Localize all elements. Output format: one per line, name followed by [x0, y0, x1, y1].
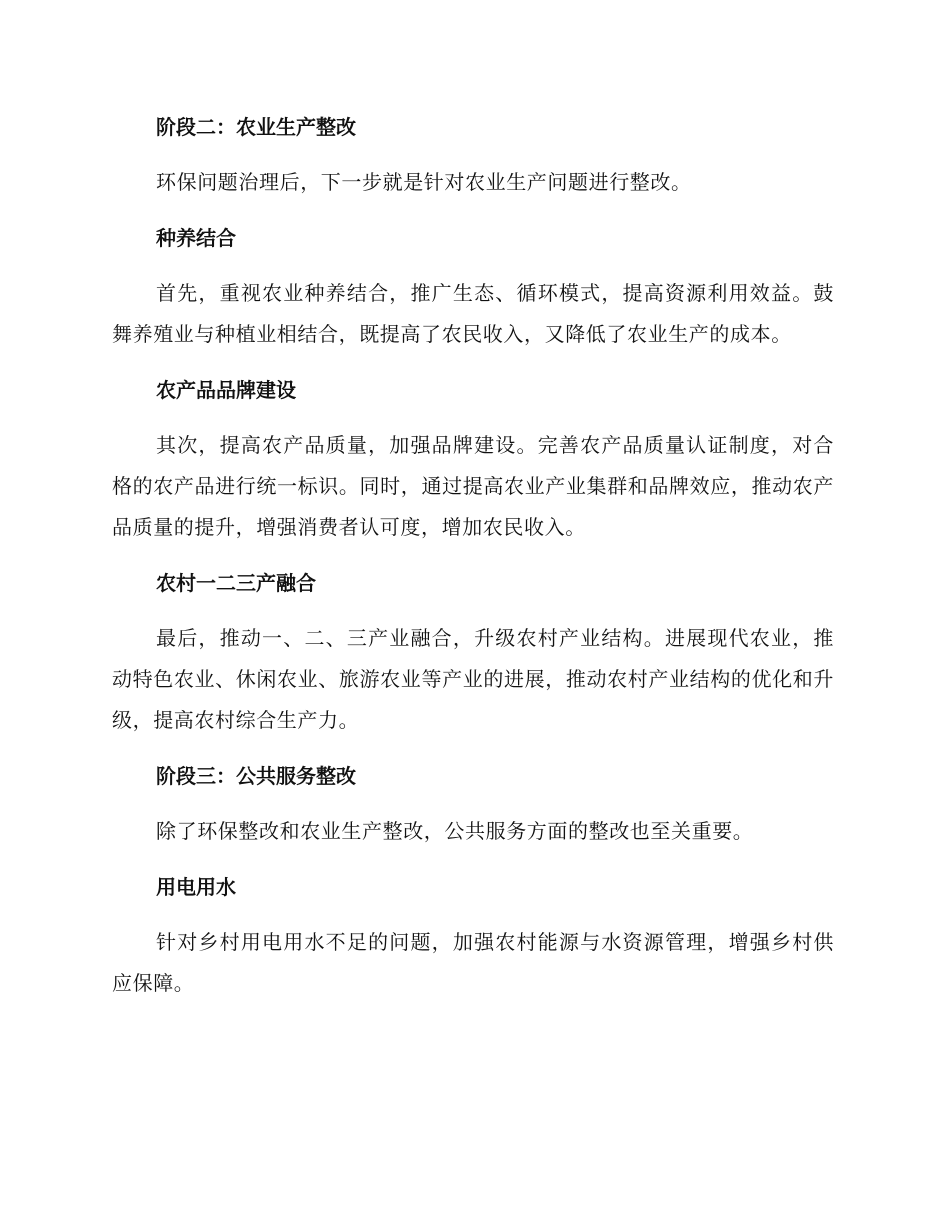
section-heading-industry-integration: 农村一二三产融合 [156, 571, 316, 595]
section-heading-stage-three: 阶段三：公共服务整改 [156, 764, 356, 788]
section-paragraph-stage-three: 除了环保整改和农业生产整改，公共服务方面的整改也至关重要。 [156, 819, 754, 843]
section-paragraph-power-water: 针对乡村用电用水不足的问题，加强农村能源与水资源管理，增强乡村供应保障。 [112, 930, 834, 995]
section-heading-brand-building: 农产品品牌建设 [156, 378, 296, 402]
section-paragraph-planting-breeding: 首先，重视农业种养结合，推广生态、循环模式，提高资源利用效益。鼓舞养殖业与种植业相结合，既提高了农民收入，又降低了农业生产的成本。 [112, 281, 834, 346]
section-heading-power-water: 用电用水 [156, 875, 236, 899]
section-paragraph-stage-two: 环保问题治理后，下一步就是针对农业生产问题进行整改。 [156, 170, 692, 194]
section-paragraph-industry-integration: 最后，推动一、二、三产业融合，升级农村产业结构。进展现代农业，推动特色农业、休闲农业、旅游农业等产业的进展，推动农村产业结构的优化和升级，提高农村综合生产力。 [112, 626, 834, 732]
document-body [112, 110, 834, 1022]
section-paragraph-brand-building: 其次，提高农产品质量，加强品牌建设。完善农产品质量认证制度，对合格的农产品进行统一标识。同时，通过提高农业产业集群和品牌效应，推动农产品质量的提升，增强消费者认可度，增加农民收入。 [112, 433, 834, 539]
section-heading-stage-two: 阶段二：农业生产整改 [156, 115, 356, 139]
section-heading-planting-breeding: 种养结合 [156, 226, 236, 250]
